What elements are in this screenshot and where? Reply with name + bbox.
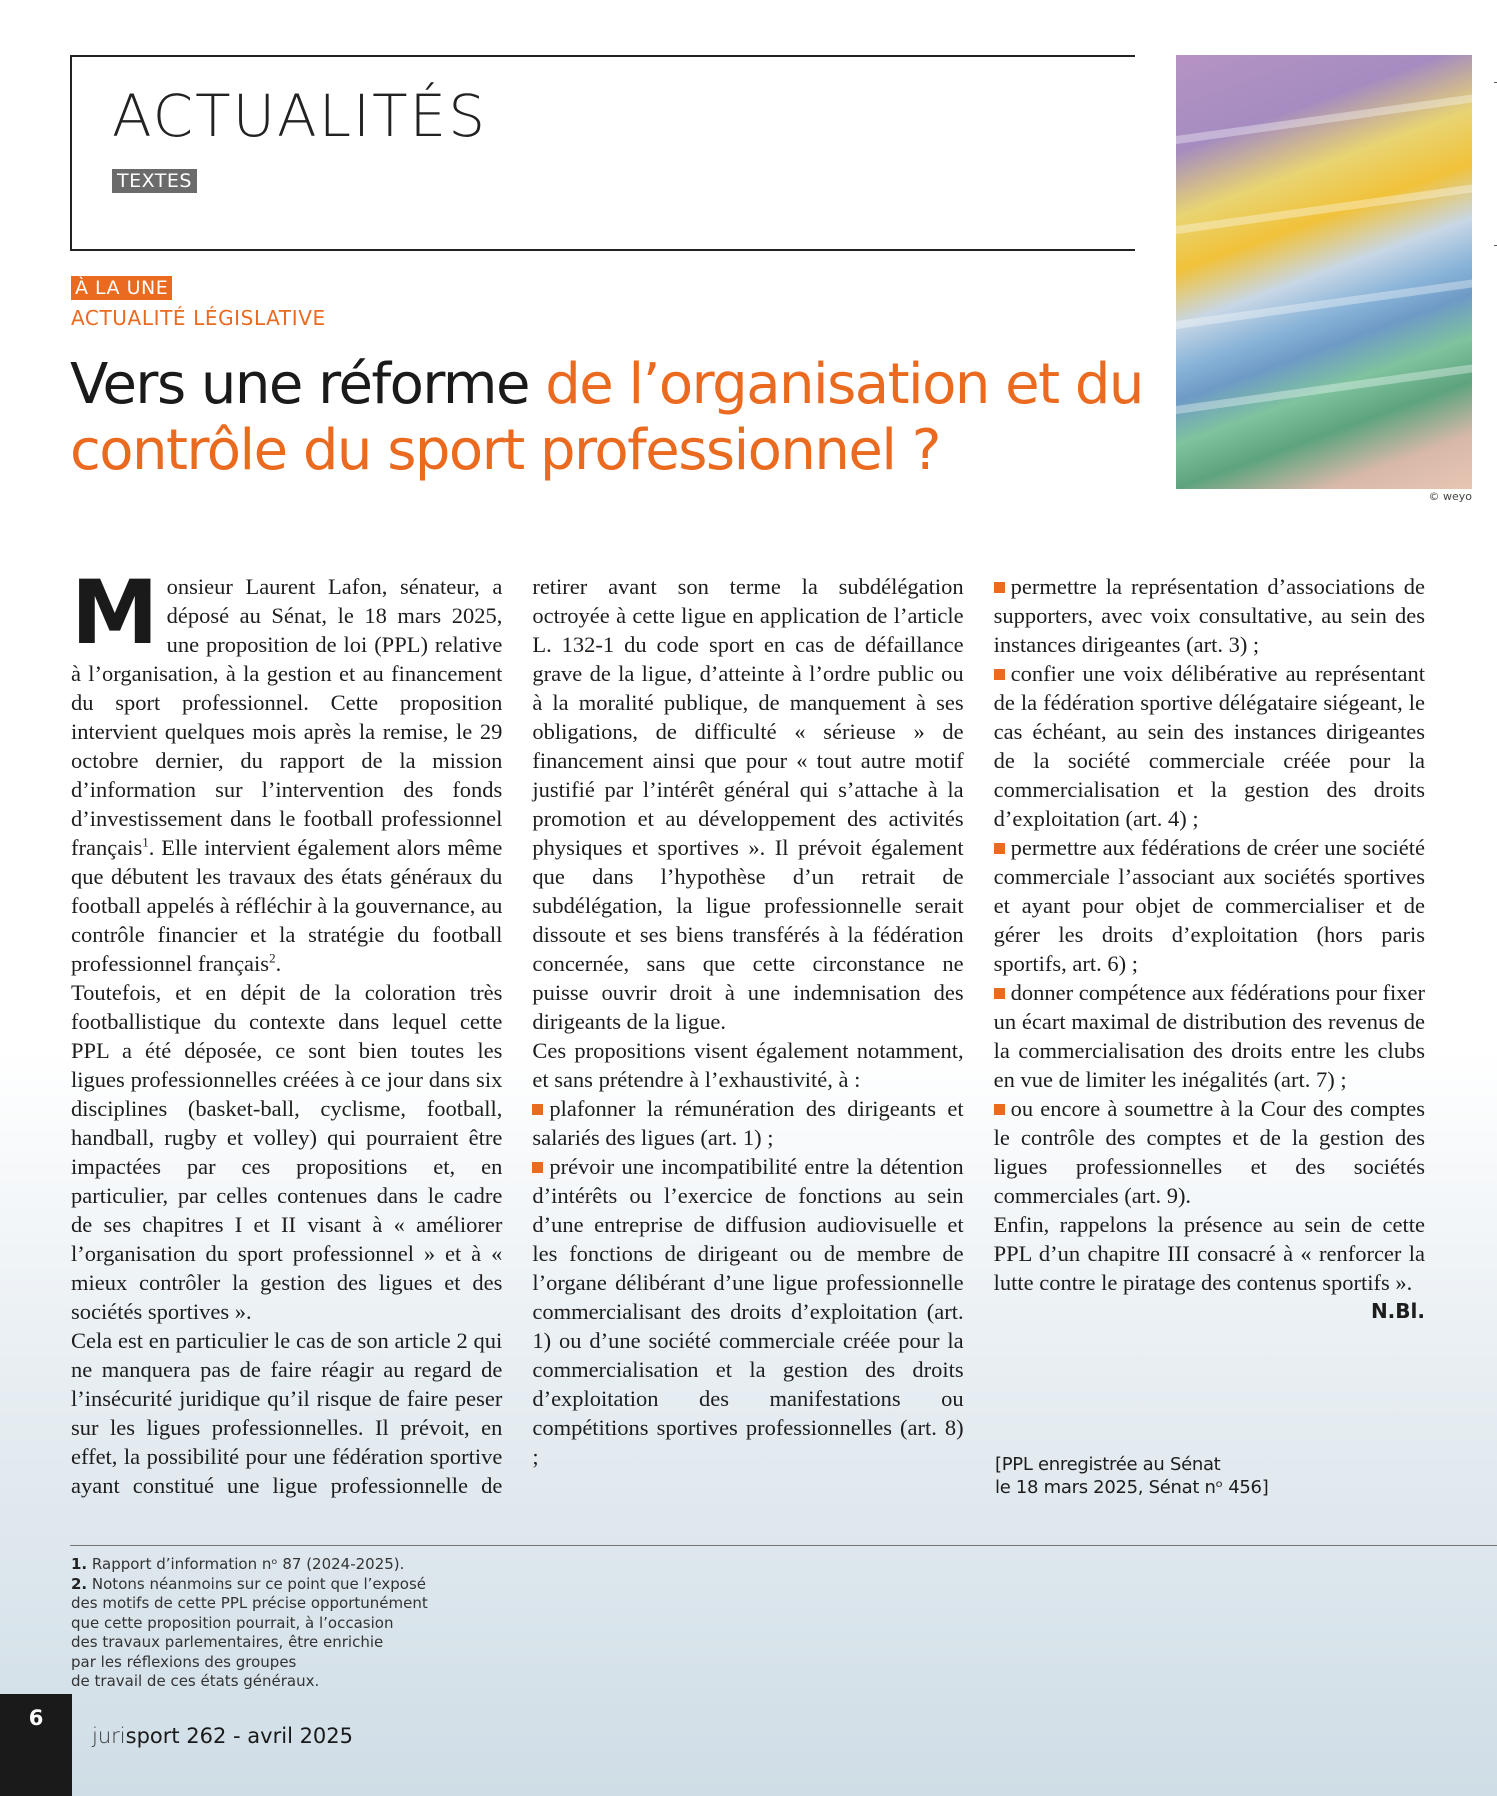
headline-part1: Vers une réforme	[70, 352, 546, 417]
bullet-marker	[532, 1162, 543, 1173]
bullet-item	[994, 978, 1425, 1094]
section-header-box	[70, 55, 1135, 251]
article-paragraph: Ces propositions visent également notamment, et sans prétendre à l’exhaustivité, à :	[532, 1038, 964, 1092]
article-paragraph: Toutefois, et en dépit de la coloration très footballistique du contexte dans lequel cette PPL a été déposée, ce sont bien toutes les ligues professionnelles créées à ce jour dans six disciplines (basket-ball, cyclisme, football, handball, rugby et volley) qui pourraient être impactées par ces propositions et, en particulier, par celles contenues dans le cadre de ses chapitres I et II visant à « améliorer l’organisation du sport professionnel » et à « mieux contrôler la gestion des ligues et des sociétés sportives ».	[71, 980, 503, 1324]
article-body	[71, 561, 1425, 1502]
article-paragraph: Cela est en particulier le cas de son article 2 qui ne manquera pas de faire réagir au regard de l’insécurité juridique qu’il risque de faire peser sur les ligues professionnelles. Il prévoit, en effet, la possibilité pour une fédération sportive ayant constitué une ligue professionnelle de retirer avant son terme la subdélégation octroyée à cette ligue en application de l’article L. 132-1 du code sport en cas de défaillance grave de la ligue, d’atteinte à l’ordre public ou à la moralité publique, de manquement à ses obligations, de difficulté « sérieuse » de financement ainsi que pour « tout autre motif justifié par l’intérêt général qui s’attache à la promotion et au développement des activités physiques et sportives ». Il prévoit également que dans l’hypothèse d’un retrait de subdélégation, la ligue professionnelle serait dissoute et ses biens transférés à la fédération concernée, sans que cette circonstance ne puisse ouvrir droit à une indemnisation des dirigeants de la ligue.	[71, 574, 964, 1498]
bullet-text: plafonner la rémunération des dirigeants et salariés des ligues (art. 1) ;	[532, 1096, 964, 1150]
bullet-marker	[994, 988, 1005, 999]
footnote-ref[interactable]: 2	[269, 950, 276, 966]
footnote-number: 1.	[71, 1555, 88, 1573]
reference-line: le 18 mars 2025, Sénat nᵒ 456]	[995, 1477, 1269, 1498]
bullet-text: permettre aux fédérations de créer une société commerciale l’associant aux sociétés sportives et ayant pour objet de commercialiser et de gérer les droits d’exploitation (hors paris sportifs, art. 6) ;	[993, 835, 1425, 976]
bullet-marker	[994, 582, 1005, 593]
page-number: 6	[0, 1694, 72, 1796]
bullet-text: permettre la représentation d’associations de supporters, avec voix consultative, au sein des instances dirigeantes (art. 3) ;	[993, 574, 1425, 657]
banknotes-photo	[1176, 55, 1472, 489]
footnote-item	[71, 1555, 511, 1575]
bullet-item	[532, 1094, 963, 1152]
headline-part2: de l’organisation et du contrôle du sport professionnel ?	[70, 352, 1143, 483]
bullet-marker	[994, 669, 1005, 680]
author-signature: N.Bl.	[1370, 1299, 1425, 1323]
bullet-text: ou encore à soumettre à la Cour des comptes le contrôle des comptes et de la gestion des ligues professionnelles et des sociétés commerciales (art. 9).	[993, 1096, 1425, 1208]
paragraph-text: . Elle intervient également alors même que débutent les travaux des états généraux du football appelés à réfléchir à la gouvernance, au contrôle financier et la stratégie du football professionnel français	[71, 835, 503, 976]
headline	[70, 352, 1180, 484]
bullet-marker	[994, 843, 1005, 854]
footnote-text: Rapport d’information nᵒ 87 (2024-2025).	[87, 1555, 405, 1573]
bullet-item	[994, 1094, 1425, 1210]
footnote-text: Notons néanmoins sur ce point que l’exposé des motifs de cette PPL précise opportunément que cette proposition pourrait, à l’occasion des travaux parlementaires, être enrichie par les réflexions des groupes de travail de ces états généraux.	[71, 1574, 428, 1690]
rubric-subtitle: ACTUALITÉ LÉGISLATIVE	[71, 306, 326, 330]
journal-name	[92, 1724, 353, 1748]
paragraph-text: .	[275, 951, 282, 976]
paragraph-text: Enfin, rappelons la présence au sein de cette PPL d’un chapitre III consacré à « renforcer la lutte contre le piratage des contenus sportifs ».	[993, 1212, 1425, 1295]
bullet-item	[994, 572, 1425, 659]
footnote-item	[71, 1575, 511, 1692]
rubric-tag: À LA UNE	[71, 276, 172, 300]
journal-issue: sport 262 - avril 2025	[125, 1724, 354, 1748]
bullet-item	[532, 1152, 963, 1471]
footnote-divider	[70, 1545, 1497, 1546]
journal-prefix: juri	[92, 1724, 126, 1748]
bullet-text: confier une voix délibérative au représentant de la fédération sportive délégataire siégeant, le cas échéant, au sein des instances dirigeantes de la société commerciale créée pour la commercialisation et la gestion des droits d’exploitation (art. 4) ;	[993, 661, 1425, 831]
section-tag: TEXTES	[112, 169, 197, 193]
reference-line: [PPL enregistrée au Sénat	[995, 1454, 1221, 1475]
dropcap: M	[71, 561, 159, 664]
bullet-item	[994, 833, 1425, 978]
bullet-text: prévoir une incompatibilité entre la détention d’intérêts ou l’exercice de fonctions au sein d’une entreprise de diffusion audiovisuelle et les fonctions de dirigeant ou de membre de l’organe délibérant d’une ligue professionnelle commercialisant des droits d’exploitation (art. 1) ou d’une société commerciale créée pour la commercialisation et la gestion des droits d’exploitation des manifestations ou compétitions sportives professionnelles (art. 8) ;	[532, 1154, 964, 1469]
article-paragraph	[71, 561, 503, 978]
paragraph-text: onsieur Laurent Lafon, sénateur, a déposé au Sénat, le 18 mars 2025, une proposition de loi (PPL) relative à l’organisation, à la gestion et au financement du sport professionnel. Cette proposition intervient quelques mois après la remise, le 29 octobre dernier, du rapport de la mission d’information sur l’intervention des fonds d’investissement dans le football professionnel français	[71, 574, 503, 860]
bullet-item	[994, 659, 1425, 833]
bullet-marker	[532, 1104, 543, 1115]
reference-note	[995, 1453, 1415, 1499]
bullet-marker	[994, 1104, 1005, 1115]
section-title: ACTUALITÉS	[112, 82, 488, 150]
article-paragraph	[993, 1210, 1425, 1323]
footnote-number: 2.	[71, 1574, 88, 1593]
footnote-ref[interactable]: 1	[142, 834, 149, 850]
footnotes	[71, 1555, 511, 1692]
bullet-text: donner compétence aux fédérations pour fixer un écart maximal de distribution des revenus de la commercialisation des droits entre les clubs en vue de limiter les inégalités (art. 7) ;	[993, 980, 1425, 1092]
photo-credit: © weyo	[1428, 490, 1472, 503]
